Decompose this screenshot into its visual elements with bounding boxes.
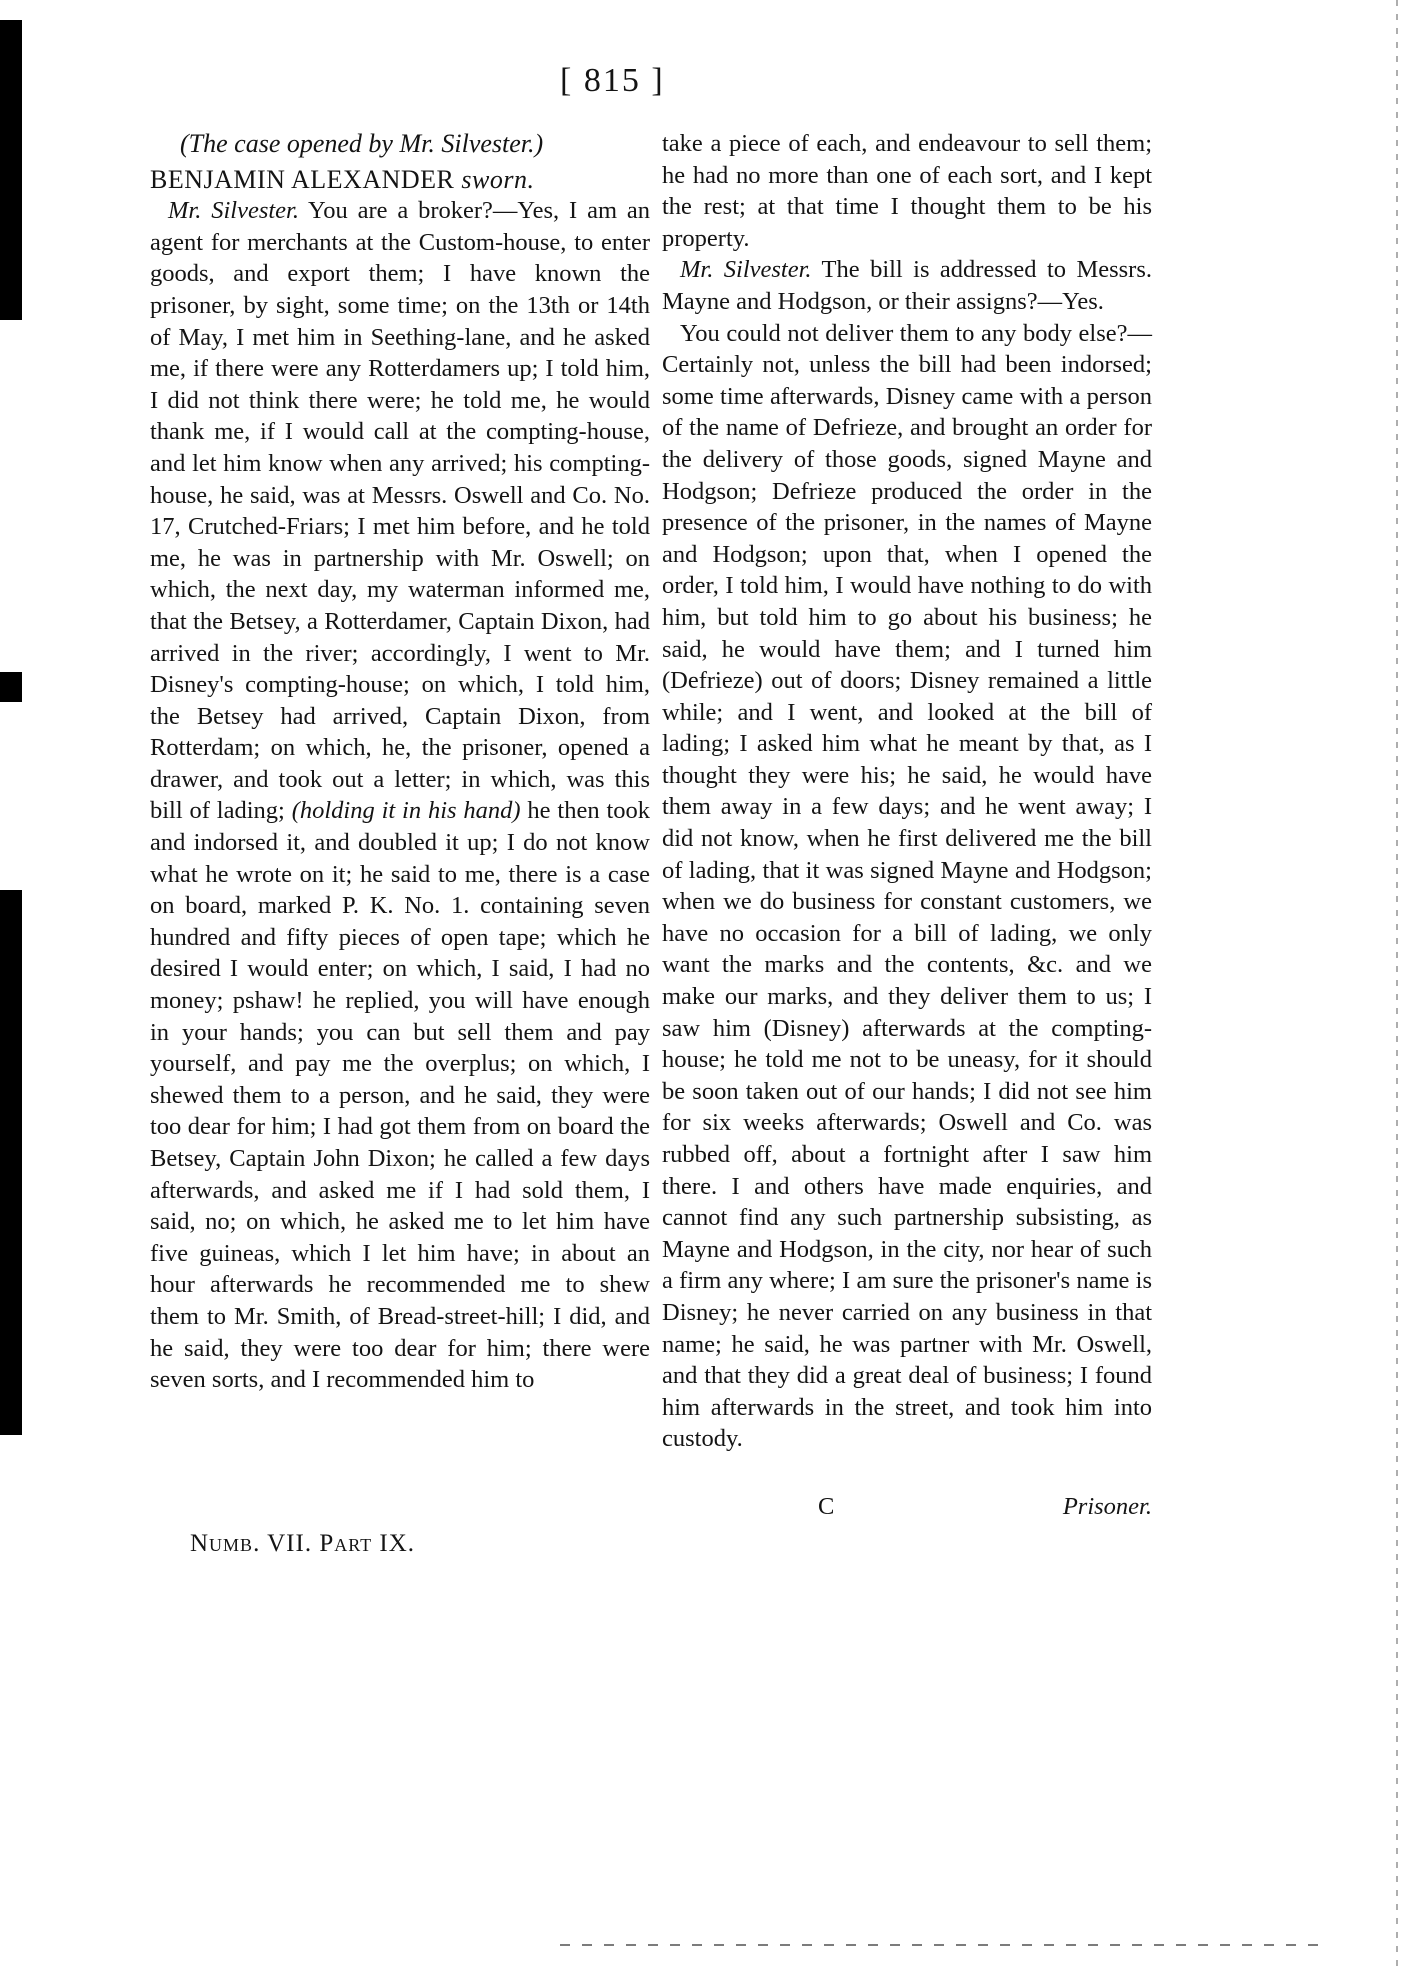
speaker-label: Mr. Silvester. [680, 256, 812, 284]
scan-edge-bar-bottom [0, 890, 22, 1435]
scan-right-edge [1396, 0, 1398, 1968]
question-text: The bill is addressed to Messrs. Mayne and Hodgson, or their assigns?—Yes. [662, 256, 1152, 315]
witness-heading [150, 164, 650, 196]
right-paragraph-testimony: You could not deliver them to any body else?—Certainly not, unless the bill had been indorsed; some time afterwards, Disney came with a person of the name of Defrieze, and brought an order for the delivery of those goods, signed Mayne and Hodgson; Defrieze produced the order in the presence of the prisoner, in the names of Mayne and Hodgson; upon that, when I opened the order, I told him, I would have nothing to do with him, but told him to go about his business; he said, he would have them; and I turned him (Defrieze) out of doors; Disney remained a little while; and I went, and looked at the bill of lading; I asked him what he meant by that, as I thought they were his; he said, he would have them away in a few days; and he went away; I did not know, when he first delivered me the bill of lading, that it was signed Mayne and Hodgson; when we do business for constant customers, we have no occasion for a bill of lading, we only want the marks and the contents, &c. and we make our marks, and they deliver them to us; I saw him (Disney) afterwards at the compting-house; he told me not to be uneasy, for it should be soon taken out of our hands; I did not see him for six weeks afterwards; Oswell and Co. was rubbed off, about a fortnight after I saw him there. I and others have made enquiries, and cannot find any such partnership subsisting, as Mayne and Hodgson, in the city, nor hear of such a firm any where; I am sure the prisoner's name is Disney; he never carried on any business in that name; he said, he was partner with Mr. Oswell, and that they did a great deal of business; I found him afterwards in the street, and took him into custody. [662, 319, 1152, 1453]
witness-name: BENJAMIN ALEXANDER [150, 164, 455, 194]
signature-line: Numb. VII. Part IX. [190, 1530, 416, 1557]
case-note: (The case opened by Mr. Silvester.) [180, 129, 544, 158]
testimony-text: You are a broker?—Yes, I am an agent for merchants at the Custom-house, to enter goods, and export them; I have known the prisoner, by sight, some time; on the 13th or 14th of May, I met him in Seething-lane, and he asked me, if there were any Rotterdamers up; I told him, I did not think there were; he told me, he would thank me, if I would call at the compting-house, and let him know when any arrived; his compting-house, he said, was at Messrs. Oswell and Co. No. 17, Crutched-Friars; I met him before, and he told me, he was in partnership with Mr. Oswell; on which, the next day, my waterman informed me, that the Betsey, a Rotterdamer, Captain Dixon, had arrived in the river; accordingly, I went to Mr. Disney's compting-house; on which, I told him, the Betsey had arrived, Captain Dixon, from Rotterdam; on which, he, the prisoner, opened a drawer, and took out a letter; in which, was this bill of lading; [150, 197, 651, 825]
page-number: [ 815 ] [560, 62, 665, 99]
speaker-label: Mr. Silvester. [168, 197, 299, 225]
witness-status: sworn. [461, 164, 535, 194]
scan-bottom-edge [560, 1944, 1330, 1946]
right-column [662, 128, 1152, 1455]
signature-letter: C [818, 1493, 835, 1520]
scan-edge-bar-top [0, 20, 22, 320]
right-paragraph-continuation: take a piece of each, and endeavour to sell them; he had no more than one of each sort, and I kept the rest; at that time I thought them to be his property. [662, 130, 1152, 252]
scan-edge-mark [0, 672, 22, 702]
right-paragraph-question [662, 254, 1152, 317]
stage-direction: (holding it in his hand) [291, 797, 521, 825]
catchword: Prisoner. [1062, 1493, 1152, 1520]
left-paragraph [150, 195, 650, 1396]
testimony-text-continued: he then took and indorsed it, and doubled it up; I do not know what he wrote on it; he said to me, there is a case on board, marked P. K. No. 1. containing seven hundred and fifty pieces of open tape; which he desired I would enter; on which, I said, I had no money; pshaw! he replied, you will have enough in your hands; you can but sell them and pay yourself, and pay me the overplus; on which, I shewed them to a person, and he said, they were too dear for him; I had got them from on board the Betsey, Captain John Dixon; he called a few days afterwards, and asked me if I had sold them, I said, no; on which, he asked me to let him have five guineas, which I let him have; in about an hour afterwards he recommended me to shew them to Mr. Smith, of Bread-street-hill; I did, and he said, they were too dear for him; there were seven sorts, and I recommended him to [150, 797, 651, 1394]
left-column [150, 128, 650, 1396]
